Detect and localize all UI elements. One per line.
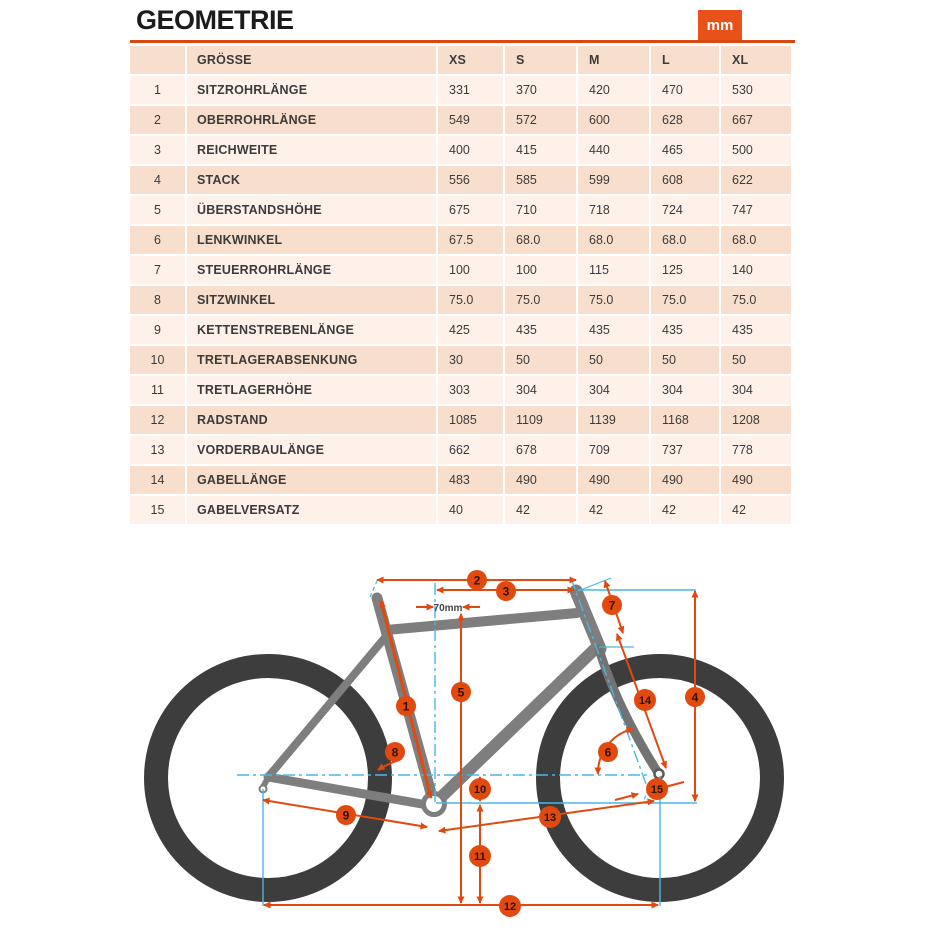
row-value-cell: 140 — [721, 256, 791, 284]
row-value-cell: 600 — [578, 106, 649, 134]
row-value-cell: 68.0 — [721, 226, 791, 254]
row-number-cell: 12 — [130, 406, 185, 434]
chain-stay — [268, 777, 433, 806]
svg-text:6: 6 — [604, 745, 612, 760]
row-label-cell: STEUERROHRLÄNGE — [187, 256, 436, 284]
row-value-cell: 678 — [505, 436, 576, 464]
row-label-cell: STACK — [187, 166, 436, 194]
row-value-cell: 67.5 — [438, 226, 503, 254]
marker-15 — [646, 778, 668, 800]
row-number-cell: 14 — [130, 466, 185, 494]
row-value-cell: 425 — [438, 316, 503, 344]
row-value-cell: 530 — [721, 76, 791, 104]
row-value-cell: 50 — [505, 346, 576, 374]
svg-text:1: 1 — [402, 699, 410, 714]
row-value-cell: 304 — [651, 376, 719, 404]
geometry-table — [130, 46, 791, 524]
marker-1 — [396, 696, 416, 716]
row-number-cell: 6 — [130, 226, 185, 254]
row-label-cell: GABELVERSATZ — [187, 496, 436, 524]
bike-geometry-diagram — [0, 540, 930, 930]
row-value-cell: 125 — [651, 256, 719, 284]
row-number-cell: 3 — [130, 136, 185, 164]
marker-14 — [634, 689, 656, 711]
row-value-cell: 50 — [721, 346, 791, 374]
svg-text:15: 15 — [650, 784, 664, 796]
marker-10 — [469, 778, 491, 800]
row-value-cell: 440 — [578, 136, 649, 164]
row-value-cell: 75.0 — [438, 286, 503, 314]
row-value-cell: 709 — [578, 436, 649, 464]
svg-text:3: 3 — [502, 584, 510, 599]
row-value-cell: 331 — [438, 76, 503, 104]
unit-badge: mm — [698, 10, 742, 40]
table-header-s: S — [505, 46, 576, 74]
svg-text:14: 14 — [638, 695, 652, 707]
row-value-cell: 303 — [438, 376, 503, 404]
row-value-cell: 400 — [438, 136, 503, 164]
row-number-cell: 11 — [130, 376, 185, 404]
row-value-cell: 747 — [721, 196, 791, 224]
row-value-cell: 490 — [651, 466, 719, 494]
row-value-cell: 304 — [505, 376, 576, 404]
row-value-cell: 42 — [721, 496, 791, 524]
row-value-cell: 1109 — [505, 406, 576, 434]
row-value-cell: 100 — [505, 256, 576, 284]
row-value-cell: 724 — [651, 196, 719, 224]
row-value-cell: 608 — [651, 166, 719, 194]
svg-text:8: 8 — [391, 745, 399, 760]
row-number-cell: 1 — [130, 76, 185, 104]
row-value-cell: 490 — [505, 466, 576, 494]
row-label-cell: REICHWEITE — [187, 136, 436, 164]
row-value-cell: 435 — [721, 316, 791, 344]
svg-text:2: 2 — [473, 573, 481, 588]
row-number-cell: 8 — [130, 286, 185, 314]
page-title: GEOMETRIE — [136, 5, 294, 35]
row-label-cell: RADSTAND — [187, 406, 436, 434]
row-value-cell: 778 — [721, 436, 791, 464]
row-value-cell: 1085 — [438, 406, 503, 434]
row-value-cell: 75.0 — [721, 286, 791, 314]
row-value-cell: 675 — [438, 196, 503, 224]
row-label-cell: GABELLÄNGE — [187, 466, 436, 494]
marker-5 — [451, 682, 471, 702]
row-value-cell: 483 — [438, 466, 503, 494]
row-value-cell: 556 — [438, 166, 503, 194]
svg-text:7: 7 — [608, 598, 616, 613]
table-header-index — [130, 46, 185, 74]
row-label-cell: TRETLAGERABSENKUNG — [187, 346, 436, 374]
row-value-cell: 1139 — [578, 406, 649, 434]
row-value-cell: 100 — [438, 256, 503, 284]
row-number-cell: 13 — [130, 436, 185, 464]
row-number-cell: 2 — [130, 106, 185, 134]
svg-text:9: 9 — [342, 808, 350, 823]
row-value-cell: 435 — [578, 316, 649, 344]
table-header-xs: XS — [438, 46, 503, 74]
marker-4 — [685, 687, 705, 707]
row-value-cell: 42 — [578, 496, 649, 524]
row-label-cell: KETTENSTREBENLÄNGE — [187, 316, 436, 344]
marker-8 — [385, 742, 405, 762]
svg-text:12: 12 — [503, 901, 517, 913]
row-value-cell: 470 — [651, 76, 719, 104]
row-number-cell: 7 — [130, 256, 185, 284]
row-number-cell: 5 — [130, 196, 185, 224]
marker-6 — [598, 742, 618, 762]
bottom-bracket — [424, 794, 445, 815]
row-value-cell: 115 — [578, 256, 649, 284]
marker-7 — [602, 595, 622, 615]
table-header-size: GRÖSSE — [187, 46, 436, 74]
row-value-cell: 710 — [505, 196, 576, 224]
row-label-cell: TRETLAGERHÖHE — [187, 376, 436, 404]
row-value-cell: 662 — [438, 436, 503, 464]
row-label-cell: SITZROHRLÄNGE — [187, 76, 436, 104]
row-value-cell: 599 — [578, 166, 649, 194]
row-value-cell: 420 — [578, 76, 649, 104]
table-header-xl: XL — [721, 46, 791, 74]
svg-text:4: 4 — [691, 690, 699, 705]
row-value-cell: 1208 — [721, 406, 791, 434]
row-label-cell: VORDERBAULÄNGE — [187, 436, 436, 464]
row-label-cell: LENKWINKEL — [187, 226, 436, 254]
row-value-cell: 667 — [721, 106, 791, 134]
svg-text:13: 13 — [543, 812, 557, 824]
annotation-70mm: 70mm — [433, 603, 463, 614]
marker-9 — [336, 805, 356, 825]
marker-2 — [467, 570, 487, 590]
row-value-cell: 465 — [651, 136, 719, 164]
row-value-cell: 572 — [505, 106, 576, 134]
marker-13 — [539, 806, 561, 828]
row-value-cell: 50 — [651, 346, 719, 374]
row-number-cell: 4 — [130, 166, 185, 194]
row-value-cell: 718 — [578, 196, 649, 224]
row-value-cell: 42 — [651, 496, 719, 524]
row-value-cell: 75.0 — [578, 286, 649, 314]
row-value-cell: 68.0 — [578, 226, 649, 254]
table-header-l: L — [651, 46, 719, 74]
svg-text:11: 11 — [474, 851, 486, 863]
dim-15-offset-left — [615, 794, 638, 800]
row-value-cell: 50 — [578, 346, 649, 374]
row-value-cell: 435 — [651, 316, 719, 344]
marker-12 — [499, 895, 521, 917]
row-value-cell: 75.0 — [505, 286, 576, 314]
row-value-cell: 68.0 — [651, 226, 719, 254]
title-rule — [130, 40, 795, 43]
row-value-cell: 370 — [505, 76, 576, 104]
row-value-cell: 415 — [505, 136, 576, 164]
row-value-cell: 435 — [505, 316, 576, 344]
top-tube — [386, 613, 577, 630]
row-value-cell: 585 — [505, 166, 576, 194]
row-value-cell: 68.0 — [505, 226, 576, 254]
marker-3 — [496, 581, 516, 601]
row-value-cell: 304 — [578, 376, 649, 404]
row-value-cell: 622 — [721, 166, 791, 194]
row-label-cell: OBERROHRLÄNGE — [187, 106, 436, 134]
row-number-cell: 10 — [130, 346, 185, 374]
row-value-cell: 737 — [651, 436, 719, 464]
row-value-cell: 30 — [438, 346, 503, 374]
row-value-cell: 1168 — [651, 406, 719, 434]
row-value-cell: 42 — [505, 496, 576, 524]
front-axle — [655, 770, 664, 779]
row-value-cell: 549 — [438, 106, 503, 134]
row-value-cell: 490 — [721, 466, 791, 494]
svg-text:10: 10 — [473, 784, 487, 796]
row-value-cell: 490 — [578, 466, 649, 494]
row-label-cell: ÜBERSTANDSHÖHE — [187, 196, 436, 224]
row-value-cell: 40 — [438, 496, 503, 524]
row-value-cell: 500 — [721, 136, 791, 164]
row-number-cell: 9 — [130, 316, 185, 344]
row-label-cell: SITZWINKEL — [187, 286, 436, 314]
row-number-cell: 15 — [130, 496, 185, 524]
row-value-cell: 304 — [721, 376, 791, 404]
table-header-m: M — [578, 46, 649, 74]
row-value-cell: 75.0 — [651, 286, 719, 314]
svg-text:5: 5 — [457, 685, 465, 700]
marker-11 — [469, 845, 491, 867]
row-value-cell: 628 — [651, 106, 719, 134]
